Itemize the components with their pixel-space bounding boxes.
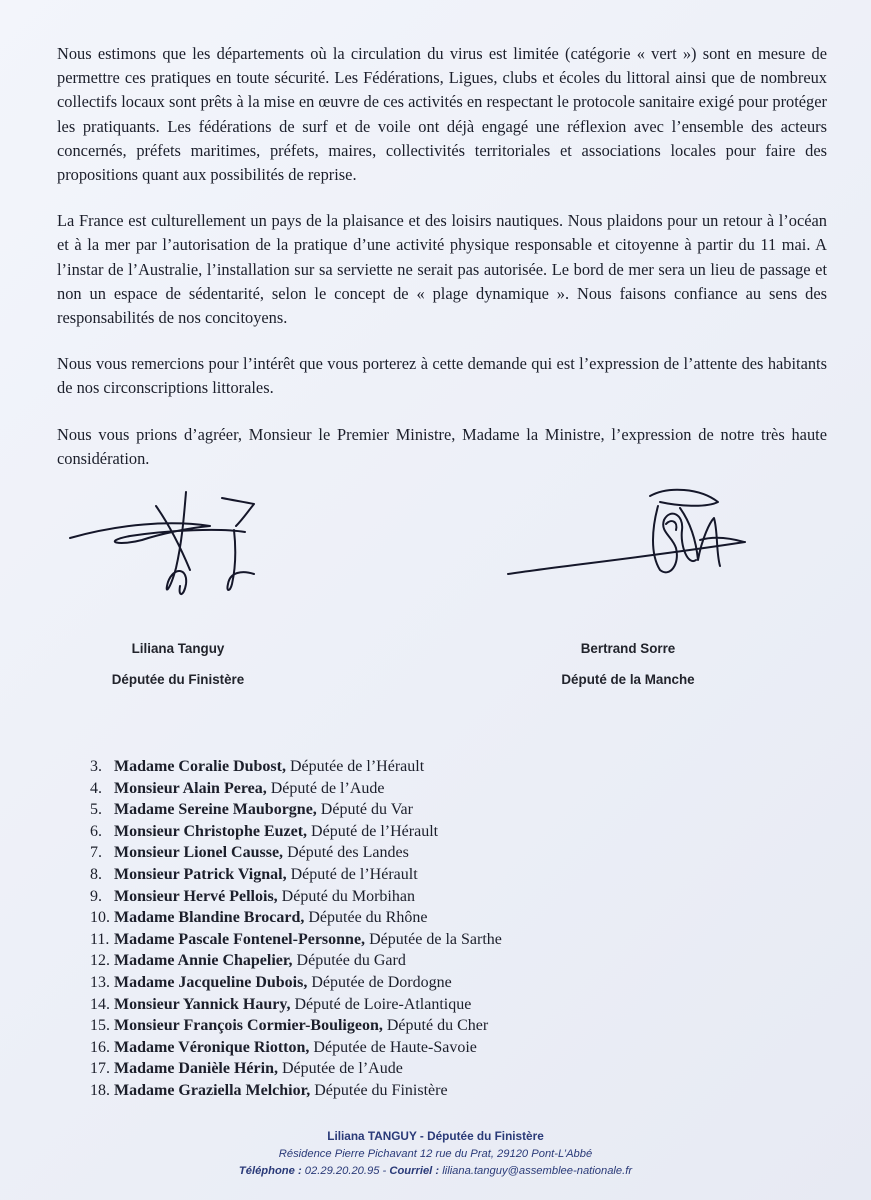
signatory-block [68,633,288,695]
cosigner-name: Monsieur Lionel Causse, [114,844,284,862]
cosigner-role: Députée de Dordogne [307,973,452,991]
cosigner-role: Député de l’Hérault [307,822,439,840]
paragraph: Nous vous prions d’agréer, Monsieur le Premier Ministre, Madame la Ministre, l’expression de notre très haute considération. [57,424,827,468]
signatory-name: Liliana Tanguy [131,641,225,656]
signatory-block [518,633,738,695]
cosigner-role: Députée de l’Aude [277,1060,403,1078]
list-item [90,756,790,778]
cosigner-role: Député du Var [316,801,413,819]
list-item [90,864,790,886]
cosigner-role: Députée de Haute-Savoie [309,1038,477,1056]
list-number: 15. [90,1017,110,1035]
letter-footer [0,1128,871,1181]
cosigner-name: Madame Coralie Dubost, [114,758,286,775]
list-number: 11. [90,930,110,948]
cosigner-role: Député de l’Aude [266,779,385,797]
cosigner-role: Députée de l’Hérault [285,758,425,775]
list-item [90,842,790,864]
signatory-title: Député de la Manche [561,672,695,687]
cosigner-name: Monsieur Yannick Haury, [114,995,291,1013]
list-number: 4. [90,779,102,797]
signatory-name: Bertrand Sorre [580,641,676,656]
list-item [90,1058,790,1080]
list-number: 18. [90,1081,110,1099]
footer-contact [0,1163,871,1181]
list-item [90,994,790,1016]
cosigner-role: Député de l’Hérault [286,865,418,883]
list-number: 3. [90,758,102,775]
cosigner-name: Monsieur Alain Perea, [114,779,267,797]
cosigner-name: Madame Véronique Riotton, [114,1038,310,1056]
cosigner-name: Madame Sereine Mauborgne, [114,801,317,819]
list-item [90,1015,790,1037]
signature-sorre [500,478,760,588]
cosigner-role: Député du Morbihan [277,887,415,905]
email-label: Courriel : [389,1165,440,1177]
list-number: 6. [90,822,102,840]
list-number: 12. [90,952,110,970]
cosigner-name: Madame Danièle Hérin, [114,1060,278,1078]
list-number: 16. [90,1038,110,1056]
cosigners-list [90,756,790,1102]
list-item [90,778,790,800]
list-item [90,1037,790,1059]
paragraph: La France est culturellement un pays de la plaisance et des loisirs nautiques. Nous plaidons pour un retour à l’océan et à la mer par l’autorisation de la pratique d’une activité physique responsable et citoyenne à partir du 11 mai. A l’instar de l’Australie, l’installation sur sa serviette ne serait pas autorisée. Le bord de mer sera un lieu de passage et non un espace de sédentarité, selon le concept de « plage dynamique ». Nous faisons confiance au sens des responsabilités de nos concitoyens. [57,211,827,328]
cosigner-name: Madame Graziella Melchior, [114,1081,311,1099]
cosigner-name: Madame Jacqueline Dubois, [114,973,308,991]
list-item [90,799,790,821]
list-number: 10. [90,909,110,927]
cosigner-role: Député du Cher [382,1017,489,1035]
list-item [90,929,790,951]
list-item [90,821,790,843]
phone-number: 02.29.20.20.95 - [301,1165,390,1177]
footer-address: Résidence Pierre Pichavant 12 rue du Prat, 29120 Pont-L’Abbé [278,1147,593,1160]
cosigner-role: Députée du Gard [292,952,406,970]
list-item [90,950,790,972]
list-number: 9. [90,887,102,905]
list-item [90,972,790,994]
cosigner-role: Député de Loire-Atlantique [290,995,472,1013]
cosigner-role: Députée du Finistère [310,1081,448,1099]
list-number: 13. [90,973,110,991]
cosigner-role: Députée de la Sarthe [365,930,502,948]
cosigner-name: Madame Blandine Brocard, [114,909,305,927]
cosigner-name: Monsieur Patrick Vignal, [114,865,287,883]
paragraph: Nous vous remercions pour l’intérêt que vous porterez à cette demande qui est l’expression de l’attente des habitants de nos circonscriptions littorales. [57,354,827,398]
phone-label: Téléphone : [238,1165,302,1177]
list-number: 17. [90,1060,110,1078]
signature-tanguy [60,486,290,606]
footer-sender: Liliana TANGUY - Députée du Finistère [327,1129,544,1143]
list-number: 7. [90,844,102,862]
list-number: 14. [90,995,110,1013]
letter-body [57,42,827,493]
list-item [90,907,790,929]
list-number: 8. [90,865,102,883]
cosigner-role: Députée du Rhône [304,909,428,927]
cosigner-name: Monsieur Christophe Euzet, [114,822,308,840]
list-number: 5. [90,801,102,819]
signatory-title: Députée du Finistère [111,672,245,687]
list-item [90,886,790,908]
list-item [90,1080,790,1102]
email-address: liliana.tanguy@assemblee-nationale.fr [439,1165,633,1177]
cosigner-name: Madame Pascale Fontenel-Personne, [114,930,366,948]
cosigner-name: Monsieur François Cormier-Bouligeon, [114,1017,383,1035]
paragraph: Nous estimons que les départements où la circulation du virus est limitée (catégorie « vert ») sont en mesure de permettre ces pratiques en toute sécurité. Les Fédérations, Ligues, clubs et écoles du littoral ainsi que de nombreux collectifs locaux sont prêts à la mise en œuvre de ces activités en respectant le protocole sanitaire exigé pour protéger les pratiquants. Les fédérations de surf et de voile ont déjà engagé une réflexion avec l’ensemble des acteurs concernés, préfets maritimes, préfets, maires, collectivités territoriales et associations locales pour faire des propositions quant aux possibilités de reprise. [57,44,827,185]
cosigner-role: Député des Landes [283,844,409,862]
cosigner-name: Madame Annie Chapelier, [114,952,293,970]
cosigner-name: Monsieur Hervé Pellois, [114,887,278,905]
